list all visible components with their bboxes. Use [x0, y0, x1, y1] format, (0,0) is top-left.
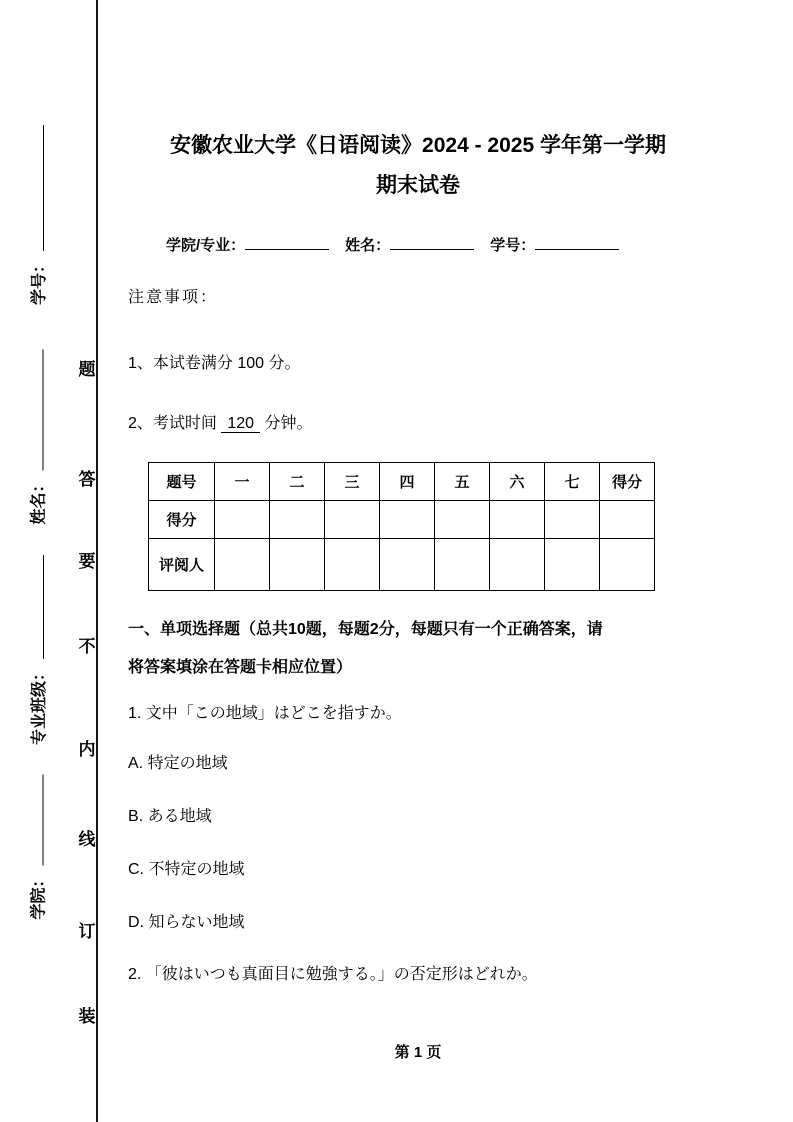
exam-page — [128, 0, 708, 986]
examiner-cell — [215, 539, 270, 591]
examiner-cell — [380, 539, 435, 591]
question-1: 1. 文中「この地域」はどこを指すか。 — [128, 705, 402, 722]
notice-heading: 注意事项： — [128, 289, 219, 306]
score-header-cell: 一 — [215, 463, 270, 501]
notice-item-2 — [128, 414, 708, 434]
name-label: 姓名： — [345, 237, 391, 254]
notice-item-2-suffix: 分钟。 — [264, 415, 313, 432]
score-table-header-row — [149, 463, 655, 501]
score-header-cell: 二 — [270, 463, 325, 501]
binding-char: 内 — [78, 740, 96, 759]
sidebar-student-id-label — [29, 125, 51, 305]
score-cell — [435, 501, 490, 539]
examiner-cell — [490, 539, 545, 591]
exam-title-line1: 安徽农业大学《日语阅读》2024 - 2025 学年第一学期 — [170, 134, 666, 157]
score-cell — [490, 501, 545, 539]
dept-label: 学院/专业： — [166, 237, 246, 254]
question-1-option-c: C. 不特定の地域 — [128, 861, 245, 878]
score-header-cell: 六 — [490, 463, 545, 501]
question-1-option-a: A. 特定の地域 — [128, 755, 228, 772]
score-header-cell: 五 — [435, 463, 490, 501]
sidebar-name-blank — [30, 350, 44, 471]
binding-char: 答 — [78, 470, 96, 489]
notice-item-2-prefix: 2、考试时间 — [128, 415, 217, 432]
examiner-cell — [270, 539, 325, 591]
examiner-row-label: 评阅人 — [149, 539, 215, 591]
sidebar-college-label — [29, 775, 51, 920]
question-1-option-d: D. 知らない地域 — [128, 914, 245, 931]
examiner-cell — [435, 539, 490, 591]
page-number: 第 1 页 — [394, 1044, 442, 1061]
binding-char: 要 — [78, 552, 96, 571]
sidebar-class-label — [29, 555, 51, 745]
exam-duration-value: 120 — [221, 415, 260, 433]
name-blank — [390, 235, 474, 250]
score-header-cell: 题号 — [149, 463, 215, 501]
binding-char: 装 — [78, 1007, 96, 1026]
section1-heading-line2: 将答案填涂在答题卡相应位置） — [128, 659, 353, 676]
score-cell — [325, 501, 380, 539]
notice-item-1: 1、本试卷满分 100 分。 — [128, 355, 301, 372]
sidebar-class-blank — [30, 555, 44, 659]
binding-char: 订 — [78, 922, 96, 941]
id-blank — [535, 235, 619, 250]
examiner-cell — [545, 539, 600, 591]
examiner-cell — [600, 539, 655, 591]
question-2: 2. 「彼はいつも真面目に勉強する。」の否定形はどれか。 — [128, 966, 538, 983]
binding-char: 线 — [78, 830, 96, 849]
score-header-cell: 四 — [380, 463, 435, 501]
score-row — [149, 501, 655, 539]
section1-heading — [128, 611, 708, 687]
dept-blank — [245, 235, 329, 250]
binding-char: 题 — [78, 360, 96, 379]
student-info-line — [128, 234, 708, 254]
sidebar-name-label — [29, 350, 51, 525]
score-row-label: 得分 — [149, 501, 215, 539]
score-cell — [380, 501, 435, 539]
sidebar-student-id-blank — [30, 125, 44, 251]
sidebar-student-id-text: 学号： — [31, 256, 48, 305]
examiner-row — [149, 539, 655, 591]
score-header-cell: 三 — [325, 463, 380, 501]
score-cell — [215, 501, 270, 539]
examiner-cell — [325, 539, 380, 591]
score-cell — [545, 501, 600, 539]
sidebar-name-text: 姓名： — [30, 476, 48, 525]
score-header-cell: 得分 — [600, 463, 655, 501]
score-header-cell: 七 — [545, 463, 600, 501]
question-1-option-b: B. ある地域 — [128, 808, 212, 825]
score-cell — [600, 501, 655, 539]
sidebar-class-text: 专业班级： — [31, 664, 48, 745]
exam-title-line2: 期末试卷 — [376, 174, 460, 197]
score-table — [148, 462, 655, 591]
section1-heading-line1: 一、单项选择题（总共10题，每题2分，每题只有一个正确答案，请 — [128, 621, 603, 638]
sidebar-college-blank — [30, 775, 44, 866]
id-label: 学号： — [490, 237, 536, 254]
binding-char: 不 — [78, 637, 96, 656]
sidebar-college-text: 学院： — [30, 871, 48, 920]
score-cell — [270, 501, 325, 539]
